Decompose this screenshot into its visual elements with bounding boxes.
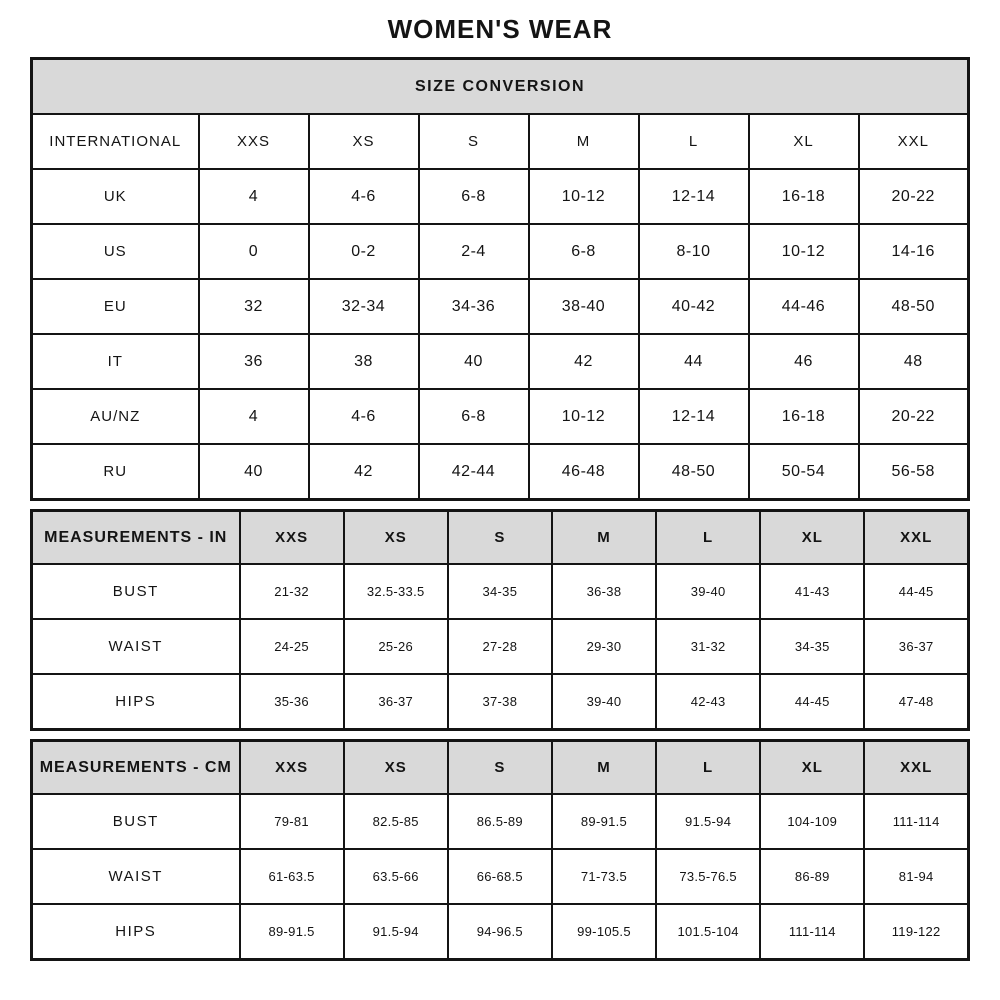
size-value-cell: 111-114 xyxy=(760,904,864,960)
size-value-cell: 21-32 xyxy=(240,564,344,619)
size-value-cell: 119-122 xyxy=(864,904,968,960)
size-column-header: XXL xyxy=(864,511,968,565)
size-value-cell: 36-37 xyxy=(344,674,448,730)
size-value-cell: 44-46 xyxy=(749,279,859,334)
column-header-row xyxy=(32,741,969,795)
measurements-cm-body xyxy=(32,794,969,960)
size-value-cell: 38-40 xyxy=(529,279,639,334)
size-value-cell: 25-26 xyxy=(344,619,448,674)
size-column-header: L xyxy=(656,511,760,565)
size-value-cell: 4 xyxy=(199,169,309,224)
size-column-header: XS xyxy=(344,741,448,795)
row-label: RU xyxy=(32,444,199,500)
size-value-cell: 94-96.5 xyxy=(448,904,552,960)
column-header-corner: MEASUREMENTS - CM xyxy=(32,741,240,795)
size-value-cell: 20-22 xyxy=(859,389,969,444)
measurements-cm-table xyxy=(30,739,970,961)
size-value-cell: 40 xyxy=(419,334,529,389)
size-value-cell: 44-45 xyxy=(760,674,864,730)
size-value-cell: 48 xyxy=(859,334,969,389)
size-value-cell: 10-12 xyxy=(749,224,859,279)
size-value-cell: 6-8 xyxy=(419,389,529,444)
column-header-row xyxy=(32,511,969,565)
size-column-header: XXS xyxy=(240,511,344,565)
size-column-header: L xyxy=(639,114,749,169)
column-header-row xyxy=(32,114,969,169)
table-row xyxy=(32,279,969,334)
size-value-cell: 0 xyxy=(199,224,309,279)
column-header-corner: INTERNATIONAL xyxy=(32,114,199,169)
row-label: BUST xyxy=(32,794,240,849)
size-value-cell: 4-6 xyxy=(309,169,419,224)
size-value-cell: 32.5-33.5 xyxy=(344,564,448,619)
row-label: BUST xyxy=(32,564,240,619)
row-label: UK xyxy=(32,169,199,224)
row-label: HIPS xyxy=(32,674,240,730)
page-title: WOMEN'S WEAR xyxy=(387,14,613,44)
size-column-header: XXS xyxy=(199,114,309,169)
size-value-cell: 35-36 xyxy=(240,674,344,730)
table-row xyxy=(32,794,969,849)
size-column-header: S xyxy=(448,511,552,565)
size-value-cell: 34-36 xyxy=(419,279,529,334)
table-row xyxy=(32,389,969,444)
size-value-cell: 91.5-94 xyxy=(344,904,448,960)
size-chart-page xyxy=(30,0,970,961)
size-value-cell: 37-38 xyxy=(448,674,552,730)
table-row xyxy=(32,169,969,224)
size-value-cell: 61-63.5 xyxy=(240,849,344,904)
row-label: AU/NZ xyxy=(32,389,199,444)
size-column-header: L xyxy=(656,741,760,795)
size-value-cell: 81-94 xyxy=(864,849,968,904)
table-row xyxy=(32,674,969,730)
size-value-cell: 14-16 xyxy=(859,224,969,279)
size-column-header: XL xyxy=(760,511,864,565)
size-value-cell: 50-54 xyxy=(749,444,859,500)
table-row xyxy=(32,619,969,674)
table-row xyxy=(32,904,969,960)
size-column-header: M xyxy=(529,114,639,169)
size-column-header: M xyxy=(552,741,656,795)
size-column-header: M xyxy=(552,511,656,565)
size-column-header: XS xyxy=(344,511,448,565)
size-value-cell: 89-91.5 xyxy=(552,794,656,849)
size-value-cell: 42 xyxy=(529,334,639,389)
size-value-cell: 36-37 xyxy=(864,619,968,674)
size-value-cell: 101.5-104 xyxy=(656,904,760,960)
size-value-cell: 16-18 xyxy=(749,169,859,224)
size-value-cell: 99-105.5 xyxy=(552,904,656,960)
size-value-cell: 10-12 xyxy=(529,169,639,224)
size-value-cell: 44 xyxy=(639,334,749,389)
size-value-cell: 41-43 xyxy=(760,564,864,619)
size-value-cell: 20-22 xyxy=(859,169,969,224)
size-column-header: S xyxy=(448,741,552,795)
size-value-cell: 104-109 xyxy=(760,794,864,849)
size-value-cell: 86-89 xyxy=(760,849,864,904)
size-value-cell: 12-14 xyxy=(639,389,749,444)
size-value-cell: 42 xyxy=(309,444,419,500)
size-value-cell: 8-10 xyxy=(639,224,749,279)
size-value-cell: 31-32 xyxy=(656,619,760,674)
row-label: EU xyxy=(32,279,199,334)
size-column-header: XXL xyxy=(864,741,968,795)
size-value-cell: 63.5-66 xyxy=(344,849,448,904)
size-value-cell: 32 xyxy=(199,279,309,334)
size-value-cell: 27-28 xyxy=(448,619,552,674)
size-value-cell: 38 xyxy=(309,334,419,389)
size-value-cell: 46-48 xyxy=(529,444,639,500)
table-title-row xyxy=(32,59,969,115)
row-label: WAIST xyxy=(32,849,240,904)
size-column-header: XL xyxy=(760,741,864,795)
size-value-cell: 79-81 xyxy=(240,794,344,849)
size-value-cell: 32-34 xyxy=(309,279,419,334)
size-value-cell: 6-8 xyxy=(529,224,639,279)
size-value-cell: 6-8 xyxy=(419,169,529,224)
size-column-header: XS xyxy=(309,114,419,169)
size-value-cell: 46 xyxy=(749,334,859,389)
size-value-cell: 34-35 xyxy=(448,564,552,619)
size-value-cell: 48-50 xyxy=(859,279,969,334)
size-value-cell: 40 xyxy=(199,444,309,500)
row-label: IT xyxy=(32,334,199,389)
size-value-cell: 4-6 xyxy=(309,389,419,444)
size-value-cell: 39-40 xyxy=(552,674,656,730)
row-label: WAIST xyxy=(32,619,240,674)
table-row xyxy=(32,444,969,500)
size-value-cell: 4 xyxy=(199,389,309,444)
table-row xyxy=(32,849,969,904)
size-column-header: XXL xyxy=(859,114,969,169)
size-column-header: XXS xyxy=(240,741,344,795)
size-value-cell: 66-68.5 xyxy=(448,849,552,904)
size-value-cell: 48-50 xyxy=(639,444,749,500)
size-column-header: XL xyxy=(749,114,859,169)
table-row xyxy=(32,224,969,279)
size-conversion-body xyxy=(32,169,969,500)
table-row xyxy=(32,334,969,389)
column-header-corner: MEASUREMENTS - IN xyxy=(32,511,240,565)
size-value-cell: 47-48 xyxy=(864,674,968,730)
size-value-cell: 36-38 xyxy=(552,564,656,619)
size-conversion-table xyxy=(30,57,970,501)
table-title: SIZE CONVERSION xyxy=(32,59,969,115)
size-value-cell: 12-14 xyxy=(639,169,749,224)
size-value-cell: 2-4 xyxy=(419,224,529,279)
size-value-cell: 40-42 xyxy=(639,279,749,334)
size-value-cell: 44-45 xyxy=(864,564,968,619)
size-value-cell: 0-2 xyxy=(309,224,419,279)
size-column-header: S xyxy=(419,114,529,169)
size-value-cell: 39-40 xyxy=(656,564,760,619)
size-value-cell: 56-58 xyxy=(859,444,969,500)
row-label: US xyxy=(32,224,199,279)
measurements-in-body xyxy=(32,564,969,730)
size-value-cell: 24-25 xyxy=(240,619,344,674)
size-value-cell: 89-91.5 xyxy=(240,904,344,960)
size-value-cell: 73.5-76.5 xyxy=(656,849,760,904)
size-value-cell: 16-18 xyxy=(749,389,859,444)
row-label: HIPS xyxy=(32,904,240,960)
size-value-cell: 42-43 xyxy=(656,674,760,730)
size-value-cell: 34-35 xyxy=(760,619,864,674)
size-value-cell: 71-73.5 xyxy=(552,849,656,904)
size-value-cell: 91.5-94 xyxy=(656,794,760,849)
measurements-in-table xyxy=(30,509,970,731)
size-value-cell: 10-12 xyxy=(529,389,639,444)
size-value-cell: 82.5-85 xyxy=(344,794,448,849)
size-value-cell: 29-30 xyxy=(552,619,656,674)
size-value-cell: 86.5-89 xyxy=(448,794,552,849)
size-value-cell: 36 xyxy=(199,334,309,389)
table-row xyxy=(32,564,969,619)
size-value-cell: 111-114 xyxy=(864,794,968,849)
size-value-cell: 42-44 xyxy=(419,444,529,500)
